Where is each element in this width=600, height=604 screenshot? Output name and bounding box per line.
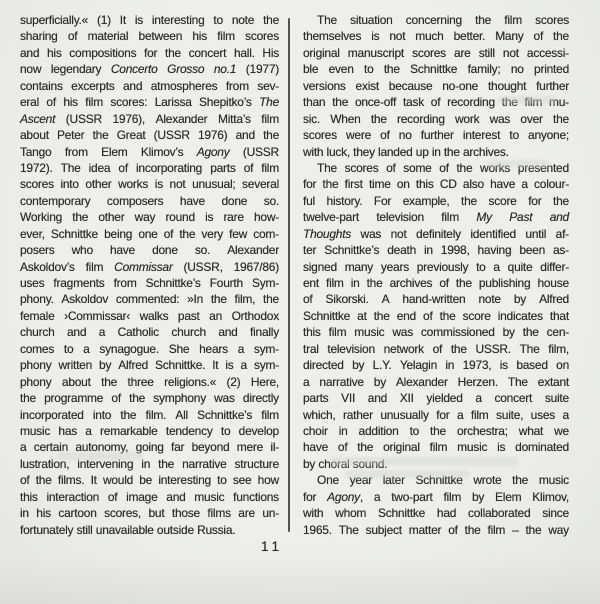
text-line: ful history. For example, the score for the	[303, 193, 569, 208]
text-line: music has a remarkable tendency to develop	[20, 423, 279, 438]
text-line: and his compositions for the concert hall. His	[20, 45, 279, 60]
text-line: about Peter the Great (USSR 1976) and the	[20, 128, 279, 143]
text-line: ent film in the archives of the publishing house	[303, 276, 569, 290]
text-line: a certain autonomy, going far beyond mere il-	[20, 440, 279, 455]
text-line: versions exist because no-one thought further	[303, 78, 569, 93]
text-line: now legendary Concerto Grosso no.1 (1977)	[20, 62, 279, 77]
text-line: tral television network of the USSR. The film,	[303, 341, 569, 356]
text-line: One year later Schnittke wrote the music	[317, 473, 569, 488]
text-line: themselves is not much better. Many of the	[303, 29, 569, 44]
text-line: The scores of some of the works presented	[317, 160, 569, 175]
text-line: this film music was commissioned by the cen-	[303, 325, 569, 340]
text-line: of Sikorski. A hand-written note by Alfred	[303, 292, 569, 307]
text-line: lustration, intervening in the narrative structure	[20, 456, 279, 471]
text-line: uses fragments from Schnittke’s Fourth Sym-	[20, 276, 279, 290]
text-line: 1972). The idea of incorporating parts of film	[20, 160, 279, 175]
text-line: original manuscript scores are still not accessi-	[303, 45, 569, 60]
text-line: scores were of no further interest to anyone;	[303, 128, 569, 143]
text-line: church and a Catholic church and finally	[20, 325, 279, 340]
text-line: with luck, they landed up in the archives.	[303, 144, 509, 159]
text-line: eral of his film scores: Larissa Shepitko’s The	[20, 95, 279, 110]
text-line: twelve-part television film My Past and	[303, 210, 569, 225]
text-line: this interaction of image and music functions	[20, 489, 279, 504]
text-line: sharing of material between his film scores	[20, 29, 279, 44]
text-line: choir in addition to the orchestra; what we	[303, 423, 569, 438]
text-line: ble even to the Schnittke family; no printed	[303, 62, 569, 77]
text-line: posers who have done so. Alexander	[20, 243, 279, 258]
text-line: a narrative by Alexander Herzen. The extant	[303, 374, 569, 389]
text-line: sic. When the recording work was over the	[303, 111, 569, 126]
left-text-column	[20, 13, 279, 539]
text-line: for the first time on this CD also have a colour-	[303, 177, 569, 192]
text-line: 1965. The subject matter of the film – the way	[303, 522, 569, 537]
text-line: fortunately still unavailable outside Russia.	[20, 522, 236, 537]
text-line: with whom Schnittke had collaborated since	[303, 506, 569, 521]
text-line: have of the original film music is dominated	[303, 440, 569, 455]
text-line: for Agony, a two-part film by Elem Klimov,	[303, 489, 569, 504]
text-line: Thoughts was not definitely identified until af-	[303, 226, 569, 241]
text-line: of the films. It would be interesting to see how	[20, 473, 279, 488]
text-line: Schnittke at the end of the score indicates that	[303, 308, 569, 323]
text-line: contemporary composers have done so.	[20, 193, 279, 208]
text-line: ter Schnittke’s death in 1998, having been as-	[303, 243, 569, 258]
text-line: incorporated into the film. All Schnittke’s film	[20, 407, 279, 422]
text-line: Working the other way round is rare how-	[20, 210, 279, 225]
text-line: contains excerpts and atmospheres from sev-	[20, 78, 279, 93]
text-line: female ›Commissar‹ walks past an Orthodox	[20, 308, 279, 323]
text-line: comes to a synagogue. She hears a sym-	[20, 341, 279, 356]
page-number: 11	[260, 539, 283, 554]
column-divider-rule	[288, 18, 290, 532]
text-line: which, rather unusually for a film suite, uses a	[303, 407, 569, 422]
text-line: Askoldov’s film Commissar (USSR, 1967/86)	[20, 259, 279, 274]
text-line: the programme of the symphony was directly	[20, 391, 279, 406]
text-line: The situation concerning the film scores	[317, 13, 569, 27]
text-line: parts VII and XII yielded a concert suite	[303, 391, 569, 406]
text-line: by choral sound.	[303, 456, 388, 471]
text-line: Ascent (USSR 1976), Alexander Mitta’s film	[20, 111, 279, 126]
text-line: superficially.« (1) It is interesting to note the	[20, 13, 279, 27]
text-line: Tango from Elem Klimov’s Agony (USSR	[20, 144, 279, 159]
right-text-column	[303, 13, 569, 539]
text-line: signed many years previously to a quite differ-	[303, 259, 569, 274]
text-line: directed by L.Y. Yelagin in 1973, is based on	[303, 358, 569, 373]
text-line: phony about the three religions.« (2) Here,	[20, 374, 279, 389]
text-line: in his cartoon scores, but those films are un-	[20, 506, 279, 521]
text-line: than the once-off task of recording the film mu-	[303, 95, 569, 110]
text-line: ever, Schnittke being one of the very few com-	[20, 226, 279, 241]
text-line: phony. Askoldov commented: »In the film, the	[20, 292, 279, 307]
text-line: phony written by Alfred Schnittke. It is a sym-	[20, 358, 279, 373]
text-line: scores into other works is not unusual; several	[20, 177, 279, 192]
